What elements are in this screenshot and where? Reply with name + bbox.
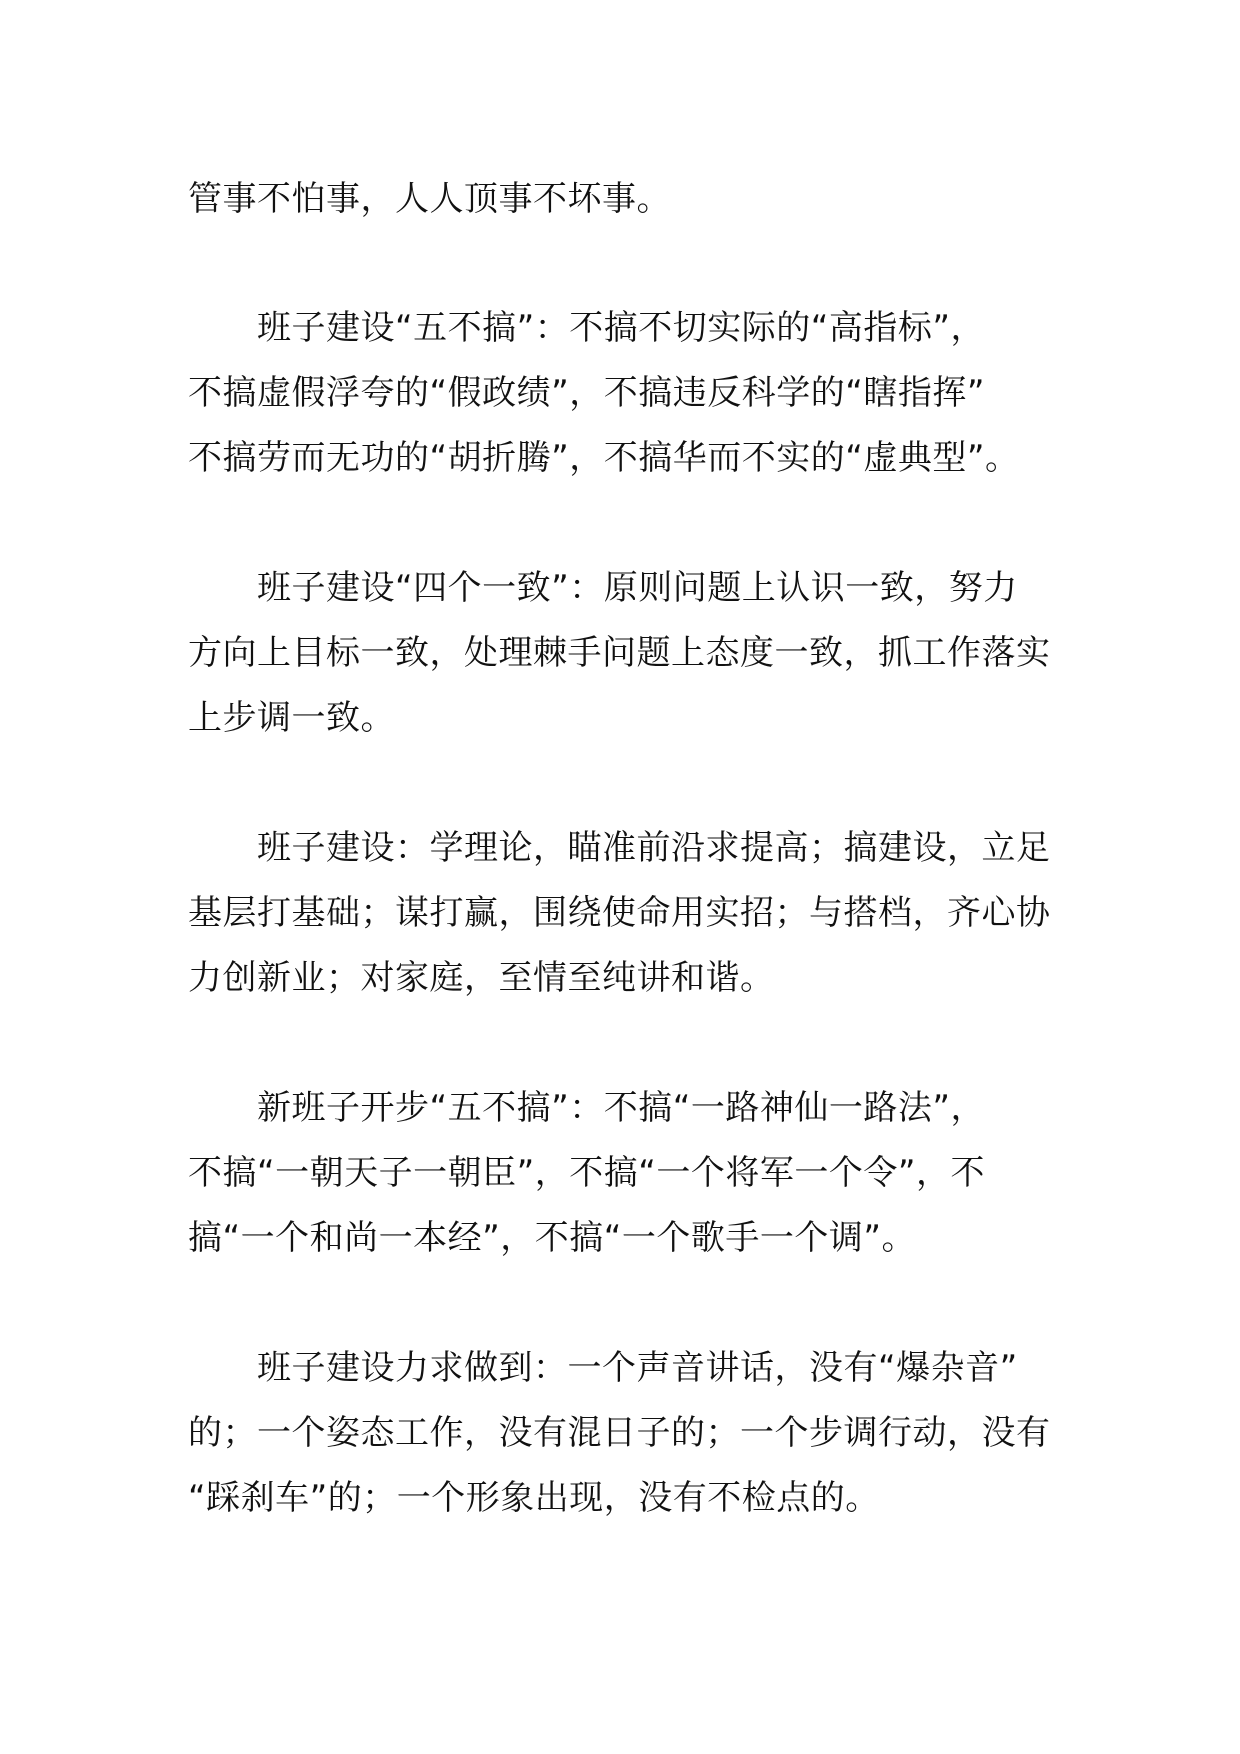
text-line: 搞“一个和尚一本经”，不搞“一个歌手一个调”。 [188, 1218, 916, 1258]
text-line: 不搞劳而无功的“胡折腾”，不搞华而不实的“虚典型”。 [188, 438, 1020, 478]
paragraph-strive-to-achieve [188, 1336, 1068, 1531]
text-line: 班子建设“四个一致”：原则问题上认识一致，努力 [188, 568, 1018, 608]
paragraph-continuation [188, 167, 1068, 232]
text-line: 力创新业；对家庭，至情至纯讲和谐。 [188, 958, 775, 998]
text-line: 基层打基础；谋打赢，围绕使命用实招；与搭档，齐心协 [188, 893, 1051, 933]
text-line: 新班子开步“五不搞”：不搞“一路神仙一路法”， [188, 1088, 985, 1128]
text-line: 上步调一致。 [188, 698, 395, 738]
paragraph-four-consistencies [188, 556, 1068, 751]
text-line: 班子建设“五不搞”：不搞不切实际的“高指标”， [188, 308, 985, 348]
text-line: 管事不怕事，人人顶事不坏事。 [188, 179, 671, 219]
text-line: “踩刹车”的；一个形象出现，没有不检点的。 [188, 1478, 880, 1518]
text-line: 的；一个姿态工作，没有混日子的；一个步调行动，没有 [188, 1413, 1051, 1453]
paragraph-five-dont-dos [188, 296, 1068, 491]
text-line: 不搞虚假浮夸的“假政绩”，不搞违反科学的“瞎指挥” [188, 373, 985, 413]
text-line: 不搞“一朝天子一朝臣”，不搞“一个将军一个令”，不 [188, 1153, 985, 1193]
paragraph-new-team-five-dont-dos [188, 1076, 1068, 1271]
paragraph-team-building [188, 816, 1068, 1011]
text-line: 班子建设力求做到：一个声音讲话，没有“爆杂音” [188, 1348, 1018, 1388]
text-line: 班子建设：学理论，瞄准前沿求提高；搞建设，立足 [188, 828, 1051, 868]
text-line: 方向上目标一致，处理棘手问题上态度一致，抓工作落实 [188, 633, 1051, 673]
